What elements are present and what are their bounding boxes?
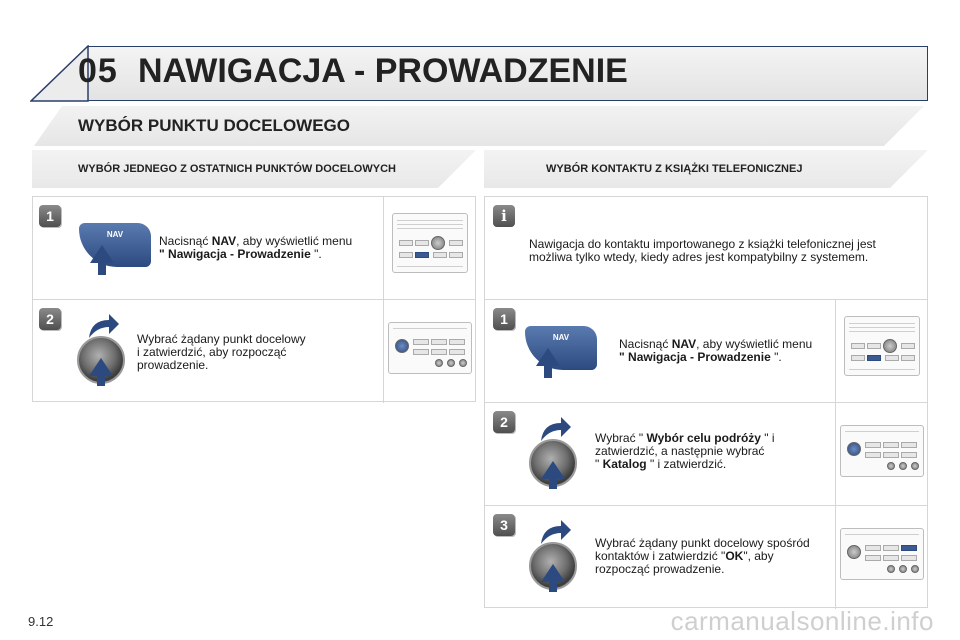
chapter-number: 05 bbox=[78, 52, 118, 90]
arrow-stem bbox=[549, 477, 557, 489]
chapter-title: NAWIGACJA - PROWADZENIE bbox=[138, 52, 628, 90]
radio-panel-icon bbox=[840, 425, 924, 477]
section-title: WYBÓR PUNKTU DOCELOWEGO bbox=[78, 116, 350, 135]
step-instruction: Wybrać żądany punkt docelowy i zatwierdzić, aby rozpocząć prowadzenie. bbox=[137, 332, 306, 372]
device-thumbnail-cell bbox=[383, 197, 475, 299]
nav-button: NAV bbox=[79, 223, 151, 267]
device-thumbnail-cell bbox=[383, 300, 475, 403]
device-thumbnail-cell bbox=[835, 506, 927, 609]
info-icon: i bbox=[493, 205, 515, 227]
step-badge: 2 bbox=[39, 308, 61, 330]
step-badge: 1 bbox=[39, 205, 61, 227]
arrow-stem bbox=[98, 261, 106, 275]
step-badge: 3 bbox=[493, 514, 515, 536]
radio-panel-icon bbox=[388, 322, 472, 374]
right-step-2 bbox=[485, 403, 927, 506]
step-instruction: Nacisnąć NAV, aby wyświetlić menu " Nawigacja - Prowadzenie ". bbox=[619, 337, 813, 364]
left-subheader-title: WYBÓR JEDNEGO Z OSTATNICH PUNKTÓW DOCELOWYCH bbox=[78, 163, 396, 175]
info-text: Nawigacja do kontaktu importowanego z książki telefonicznej jest możliwa tylko wtedy, kiedy adres jest kompatybilny z systemem. bbox=[529, 237, 876, 264]
nav-button: NAV bbox=[525, 326, 597, 370]
right-step-1 bbox=[485, 300, 927, 403]
left-step-2 bbox=[33, 300, 475, 403]
watermark: carmanualsonline.info bbox=[670, 606, 934, 636]
device-thumbnail-cell bbox=[835, 403, 927, 505]
right-step-3 bbox=[485, 506, 927, 609]
arrow-stem bbox=[97, 374, 105, 386]
radio-panel-icon bbox=[844, 316, 920, 376]
left-step-1 bbox=[33, 197, 475, 300]
step-instruction: Wybrać żądany punkt docelowy spośród kontaktów i zatwierdzić "OK", aby rozpocząć prowadzenie. bbox=[595, 536, 810, 576]
arrow-stem bbox=[549, 580, 557, 592]
step-instruction: Nacisnąć NAV, aby wyświetlić menu " Nawigacja - Prowadzenie ". bbox=[159, 234, 353, 261]
page-number: 9.12 bbox=[28, 614, 54, 629]
device-thumbnail-cell bbox=[835, 300, 927, 402]
step-badge: 1 bbox=[493, 308, 515, 330]
right-info-row bbox=[485, 197, 927, 300]
right-steps-panel bbox=[484, 196, 928, 608]
arrow-stem bbox=[544, 364, 552, 378]
radio-panel-icon bbox=[840, 528, 924, 580]
step-badge: 2 bbox=[493, 411, 515, 433]
radio-panel-icon bbox=[392, 213, 468, 273]
step-instruction: Wybrać " Wybór celu podróży " i zatwierdzić, a następnie wybrać " Katalog " i zatwierdzić. bbox=[595, 431, 775, 471]
left-steps-panel bbox=[32, 196, 476, 402]
right-subheader-title: WYBÓR KONTAKTU Z KSIĄŻKI TELEFONICZNEJ bbox=[546, 163, 803, 175]
